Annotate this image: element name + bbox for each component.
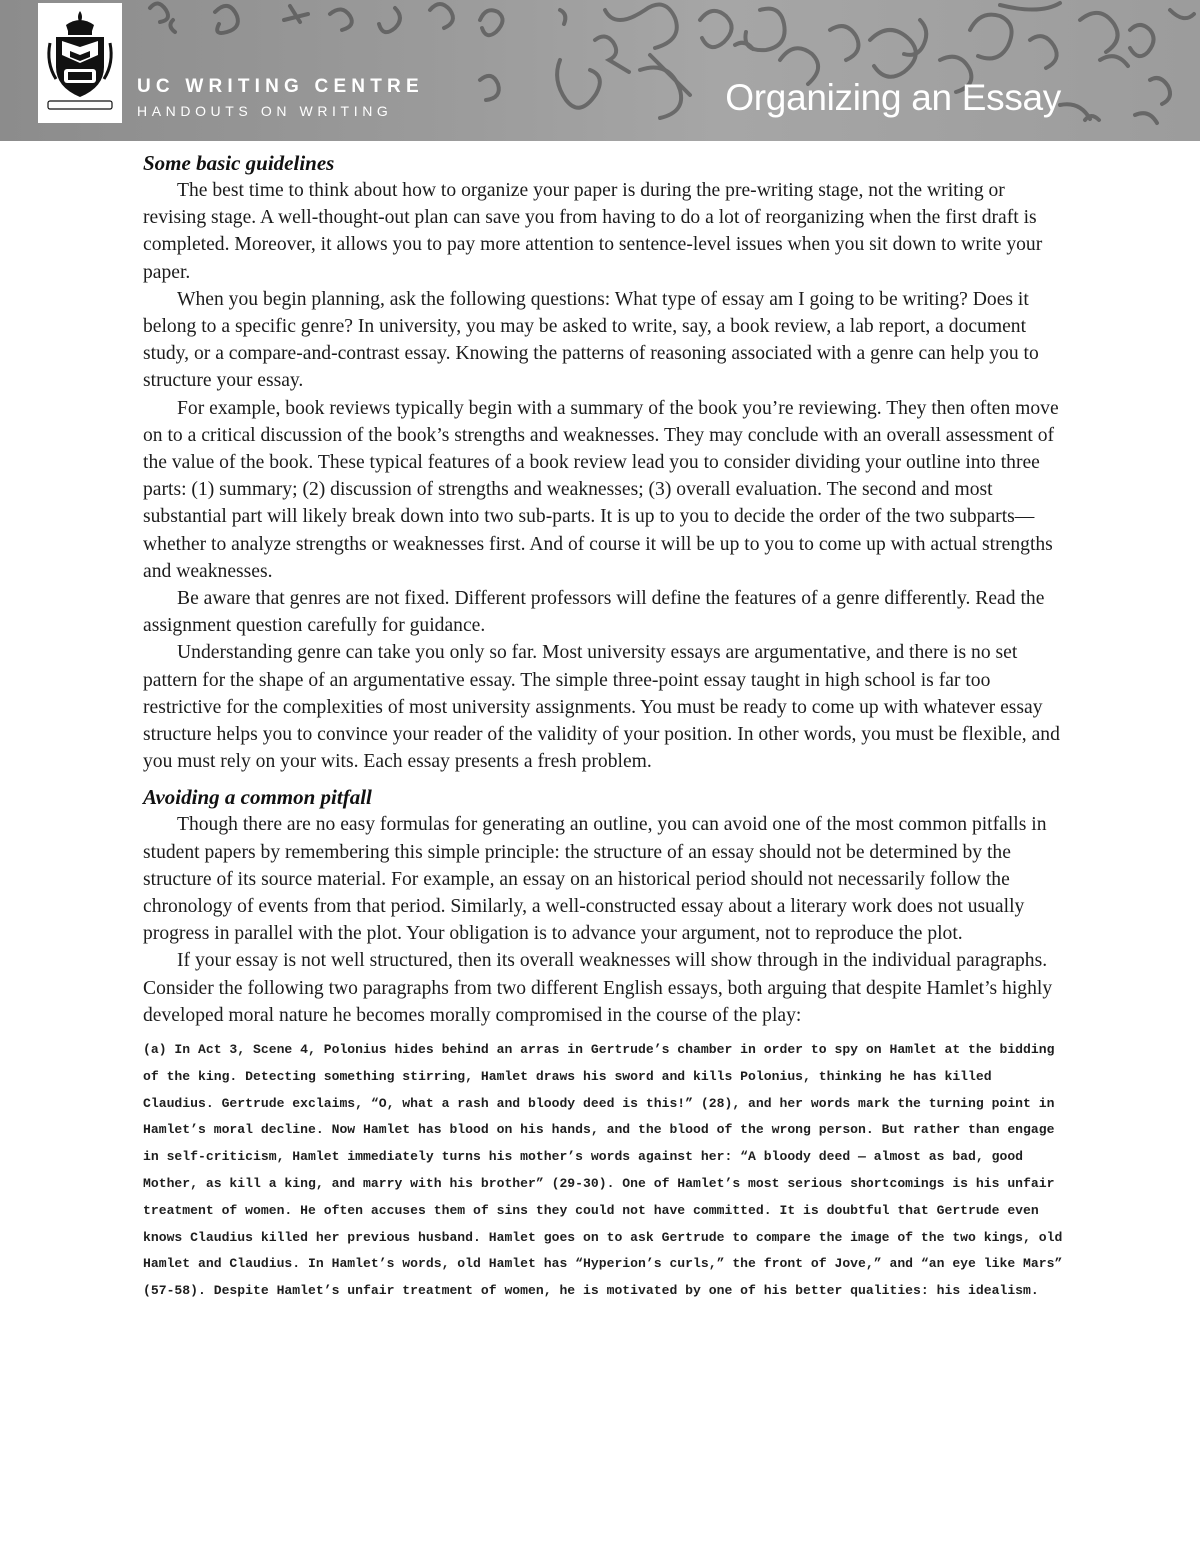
header-banner	[0, 0, 1200, 141]
section-heading-guidelines: Some basic guidelines	[143, 151, 335, 175]
crest-icon	[38, 3, 122, 123]
paragraph: Though there are no easy formulas for generating an outline, you can avoid one of the most common pitfalls in student papers by remembering this simple principle: the structure of an essay should not be determined by the structure of its source material. For example, an essay on an historical period should not necessarily follow the chronology of events from that period. Similarly, a well-constructed essay about a literary work does not usually progress in parallel with the plot. Your obligation is to advance your argument, not to reproduce the plot.	[143, 814, 1047, 945]
section-heading-pitfall: Avoiding a common pitfall	[143, 785, 372, 810]
document-body	[143, 150, 1063, 1305]
paragraph: If your essay is not well structured, then its overall weaknesses will show through in the individual paragraphs. Consider the following two paragraphs from two different English essays, both arguing that despite Hamlet’s highly developed moral nature he becomes morally compromised in the course of the play:	[143, 950, 1053, 1026]
centre-subtitle: HANDOUTS ON WRITING	[137, 103, 393, 119]
paragraph: Understanding genre can take you only so far. Most university essays are argumentative, and there is no set pattern for the shape of an argumentative essay. The simple three-point essay taught in high school is far too restrictive for the complexities of most university assignments. You must be ready to come up with whatever essay structure helps you to convince your reader of the validity of your position. In other words, you must be flexible, and you must rely on your wits. Each essay presents a fresh problem.	[143, 642, 1060, 773]
centre-name: UC WRITING CENTRE	[137, 76, 424, 97]
paragraph: For example, book reviews typically begin with a summary of the book you’re reviewing. They then often move on to a critical discussion of the book’s strengths and weaknesses. They may conclude with an overall assessment of the value of the book. These typical features of a book review lead you to consider dividing your outline into three parts: (1) summary; (2) discussion of strengths and weaknesses; (3) overall evaluation. The second and most substantial part will likely break down into two sub-parts. It is up to you to decide the order of the two subparts—whether to analyze strengths or weaknesses first. And of course it will be up to you to come up with actual strengths and weaknesses.	[143, 397, 1059, 582]
university-crest	[38, 3, 122, 123]
paragraph: When you begin planning, ask the following questions: What type of essay am I going to be writing? Does it belong to a specific genre? In university, you may be asked to write, say, a book review, a lab report, a document study, or a compare-and-contrast essay. Knowing the patterns of reasoning associated with a genre can help you to structure your essay.	[143, 288, 1039, 392]
paragraph: Be aware that genres are not fixed. Different professors will define the features of a genre differently. Read the assignment question carefully for guidance.	[143, 588, 1045, 637]
document-title: Organizing an Essay	[725, 77, 1061, 118]
paragraph: The best time to think about how to organize your paper is during the pre-writing stage, not the writing or revising stage. A well-thought-out plan can save you from having to do a lot of reorganizing when the first draft is completed. Moreover, it allows you to pay more attention to sentence-level issues when you sit down to write your paper.	[143, 180, 1043, 283]
example-paragraph-a: (a) In Act 3, Scene 4, Polonius hides behind an arras in Gertrude’s chamber in order to spy on Hamlet at the bidding of the king. Detecting something stirring, Hamlet draws his sword and kills Polonius, thinking he has killed Claudius. Gertrude exclaims, “O, what a rash and bloody deed is this!” (28), and her words mark the turning point in Hamlet’s moral decline. Now Hamlet has blood on his hands, and the blood of the wrong person. But rather than engage in self-criticism, Hamlet immediately turns his mother’s words against her: “A bloody deed — almost as bad, good Mother, as kill a king, and marry with his brother” (29-30). One of Hamlet’s most serious shortcomings is his unfair treatment of women. He often accuses them of sins they could not have committed. It is doubtful that Gertrude even knows Claudius killed her previous husband. Hamlet goes on to ask Gertrude to compare the image of the two kings, old Hamlet and Claudius. In Hamlet’s words, old Hamlet has “Hyperion’s curls,” the front of Jove,” and “an eye like Mars” (57-58). Despite Hamlet’s unfair treatment of women, he is motivated by one of his better qualities: his idealism.	[143, 1042, 1063, 1299]
handwriting-background	[0, 0, 1200, 141]
